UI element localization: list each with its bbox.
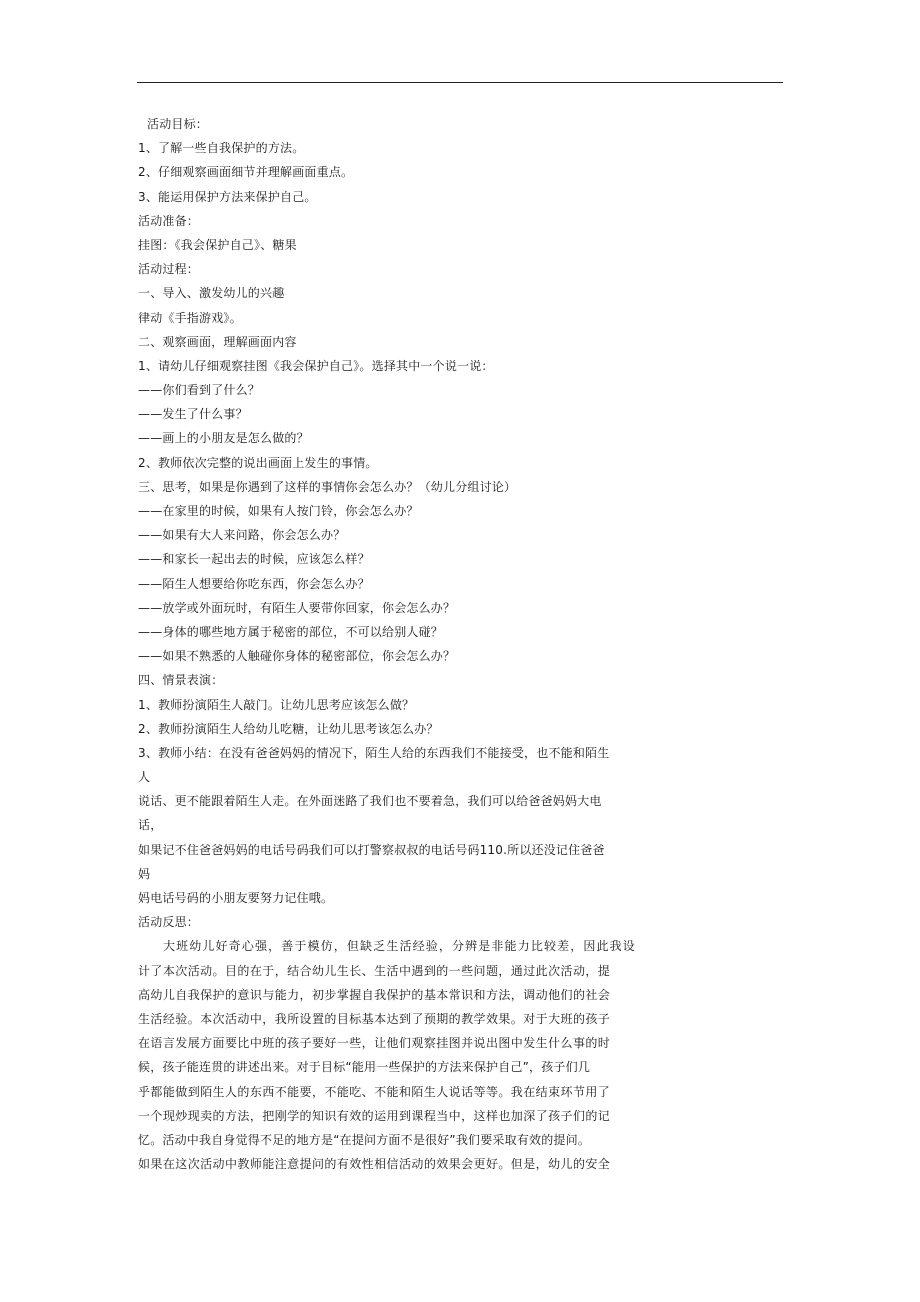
text-line: 一、导入、激发幼儿的兴趣 [138,286,285,301]
document-body [138,112,635,1176]
text-line: 妈电话号码的小朋友要努力记住哦。 [138,891,334,905]
text-line: 四、情景表演： [138,673,224,688]
text-line: 大班幼儿好奇心强，善于模仿，但缺乏生活经验，分辨是非能力比较差，因此我设 [163,939,635,954]
text-line: ——在家里的时候，如果有人按门铃，你会怎么办？ [138,504,419,518]
text-line: ——如果不熟悉的人触碰你身体的秘密部位，你会怎么办？ [138,649,456,664]
text-line: 活动过程： [138,262,200,277]
header-rule [137,82,783,83]
text-line: 1、请幼儿仔细观察挂图《我会保护自己》。选择其中一个说一说： [138,358,494,373]
text-line: 3、能运用保护方法来保护自己。 [138,189,317,204]
text-line: ——你们看到了什么？ [138,383,261,398]
text-line: ——发生了什么事？ [138,407,248,422]
text-line: 在语言发展方面要比中班的孩子要好一些，让他们观察挂图并说出图中发生什么事的时 [138,1036,610,1051]
text-line: ——如果有大人来问路，你会怎么办？ [138,528,346,543]
text-line: 一个现炒现卖的方法，把刚学的知识有效的运用到课程当中，这样也加深了孩子们的记 [138,1108,610,1123]
text-line: 挂图：《我会保护自己》、糖果 [138,237,297,252]
text-line: 2、仔细观察画面细节并理解画面重点。 [138,165,354,180]
text-line: ——身体的哪些地方属于秘密的部位，不可以给别人碰？ [138,624,444,639]
text-line: 乎都能做到陌生人的东西不能要，不能吃、不能和陌生人说话等等。我在结束环节用了 [138,1084,610,1099]
text-line: 活动目标： [147,117,209,131]
text-line: 1、了解一些自我保护的方法。 [138,141,305,156]
text-line: 三、思考，如果是你遇到了这样的事情你会怎么办？（幼儿分组讨论） [138,479,517,494]
text-line: 妈 [138,866,151,881]
text-line: ——和家长一起出去的时候，应该怎么样？ [138,552,370,567]
text-line: ——放学或外面玩时，有陌生人要带你回家，你会怎么办？ [138,600,456,615]
text-line: 二、观察画面，理解画面内容 [138,334,297,349]
text-line: 候，孩子能连贯的讲述出来。对于目标“能用一些保护的方法来保护自己”，孩子们几 [138,1060,591,1075]
text-line: 如果在这次活动中教师能注意提问的有效性相信活动的效果会更好。但是，幼儿的安全 [138,1157,610,1172]
text-line: 2、教师依次完整的说出画面上发生的事情。 [138,455,378,470]
text-line: 活动准备： [138,213,200,228]
text-line: 人 [138,770,151,785]
text-line: 2、教师扮演陌生人给幼儿吃糖，让幼儿思考该怎么办？ [138,721,439,736]
text-line: 忆。活动中我自身觉得不足的地方是“在提问方面不是很好”我们要采取有效的提问。 [138,1132,591,1147]
text-line: 话， [138,818,163,833]
text-line: 计了本次活动。目的在于，结合幼儿生长、生活中遇到的一些问题，通过此次活动，提 [138,963,610,978]
text-line: 如果记不住爸爸妈妈的电话号码我们可以打警察叔叔的电话号码110.所以还没记住爸爸 [138,842,605,857]
text-line: 说话、更不能跟着陌生人走。在外面迷路了我们也不要着急，我们可以给爸爸妈妈大电 [138,794,602,809]
text-line: 高幼儿自我保护的意识与能力，初步掌握自我保护的基本常识和方法，调动他们的社会 [138,987,610,1002]
text-line: 1、教师扮演陌生人敲门。让幼儿思考应该怎么做？ [138,697,415,712]
text-line: ——陌生人想要给你吃东西，你会怎么办？ [138,576,370,591]
text-line: ——画上的小朋友是怎么做的？ [138,431,309,446]
text-line: 活动反思： [138,915,200,930]
text-line: 3、教师小结：在没有爸爸妈妈的情况下，陌生人给的东西我们不能接受，也不能和陌生 [138,745,610,760]
text-line: 生活经验。本次活动中，我所设置的目标基本达到了预期的教学效果。对于大班的孩子 [138,1011,610,1026]
text-line: 律动《手指游戏》。 [138,310,242,325]
